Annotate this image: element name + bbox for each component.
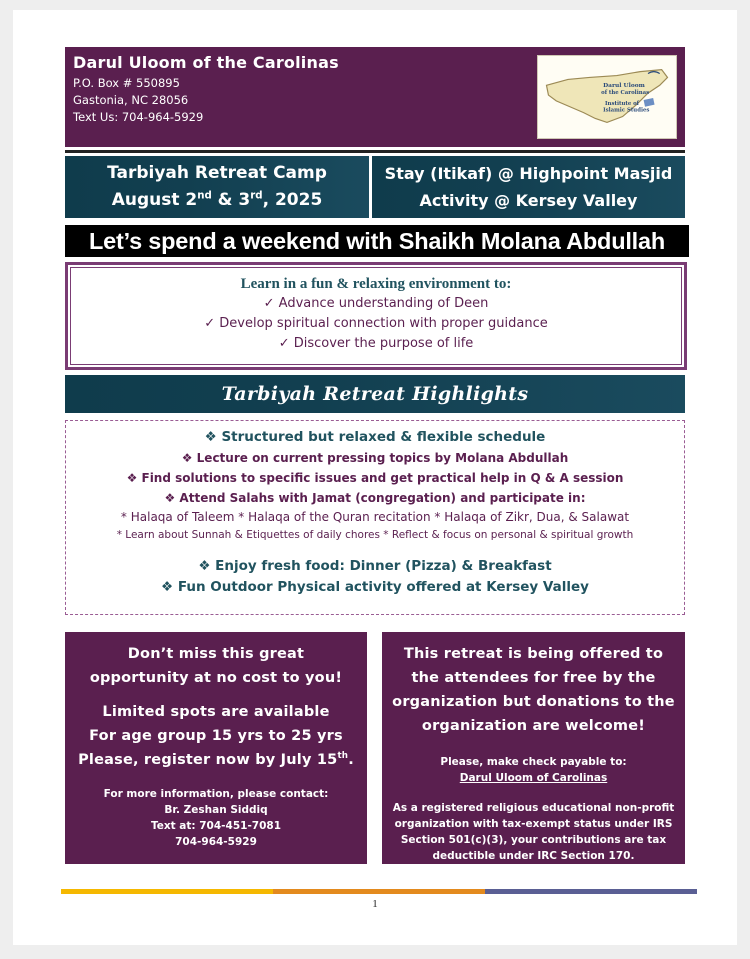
stay-location: Stay (Itikaf) @ Highpoint Masjid <box>384 164 673 183</box>
logo-text-3: Institute of <box>605 100 639 107</box>
learn-title: Learn in a fun & relaxing environment to: <box>240 276 512 292</box>
learn-item: ✓ Advance understanding of Deen <box>263 296 489 311</box>
highlights-box <box>65 420 685 615</box>
donation-line-1: This retreat is being offered to <box>403 646 664 662</box>
learn-item: ✓ Discover the purpose of life <box>278 336 474 351</box>
org-name: Darul Uloom of the Carolinas <box>73 53 339 72</box>
page-number: 1 <box>372 898 378 910</box>
donation-box <box>382 632 685 864</box>
highlight-item: ❖ Lecture on current pressing topics by Molana Abdullah <box>181 451 569 465</box>
contact-text-number: Text at: 704-451-7081 <box>150 820 282 832</box>
activity-location: Activity @ Kersey Valley <box>419 191 638 210</box>
tax-line-4: deductible under IRC Section 170. <box>432 850 635 862</box>
highlight-item: ❖ Structured but relaxed & flexible schedule <box>204 429 546 445</box>
check-intro: Please, make check payable to: <box>440 756 627 768</box>
logo-text-1: Darul Uloom <box>603 83 645 90</box>
header-divider <box>65 150 685 153</box>
address-line-1: P.O. Box # 550895 <box>73 76 180 90</box>
camp-title-box <box>65 156 369 218</box>
text-us-line: Text Us: 704-964-5929 <box>73 110 204 124</box>
donation-line-2: the attendees for free by the <box>411 670 656 686</box>
camp-title: Tarbiyah Retreat Camp <box>107 163 327 183</box>
weekend-banner: Let’s spend a weekend with Shaikh Molana Abdullah <box>65 225 689 257</box>
limited-spots-line: Limited spots are available <box>102 704 330 720</box>
logo-text-2: of the Carolinas <box>601 90 650 97</box>
address-line-2: Gastonia, NC 28056 <box>73 93 189 107</box>
highlights-heading: Tarbiyah Retreat Highlights <box>65 375 685 413</box>
footer-bar-blue <box>485 889 697 894</box>
halaqa-line: * Halaqa of Taleem * Halaqa of the Quran recitation * Halaqa of Zikr, Dua, & Salawat <box>120 510 630 524</box>
tax-line-1: As a registered religious educational non-profit <box>392 802 675 814</box>
contact-phone: 704-964-5929 <box>175 836 257 848</box>
camp-dates: August 2nd & 3rd, 2025 <box>111 190 323 210</box>
organization-logo <box>537 55 677 139</box>
registration-box <box>65 632 367 864</box>
highlight-item: ❖ Find solutions to specific issues and get practical help in Q & A session <box>126 471 624 485</box>
logo-text-4: Islamic Studies <box>603 107 650 114</box>
age-group-line: For age group 15 yrs to 25 yrs <box>89 728 343 744</box>
contact-intro: For more information, please contact: <box>103 788 329 800</box>
donation-line-4: organization are welcome! <box>421 718 646 734</box>
flyer-page <box>13 10 737 945</box>
contact-name: Br. Zeshan Siddiq <box>164 804 268 816</box>
opportunity-line-1: Don’t miss this great <box>127 646 305 662</box>
footer-bar-orange <box>273 889 485 894</box>
donation-line-3: organization but donations to the <box>392 694 675 710</box>
opportunity-line-2: opportunity at no cost to you! <box>89 670 343 686</box>
footer-bar-yellow <box>61 889 273 894</box>
register-line: Please, register now by July 15th. <box>78 751 354 768</box>
highlight-item: ❖ Attend Salahs with Jamat (congregation) and participate in: <box>164 491 586 505</box>
food-item: ❖ Enjoy fresh food: Dinner (Pizza) & Breakfast <box>198 558 552 574</box>
sunnah-line: * Learn about Sunnah & Etiquettes of daily chores * Reflect & focus on personal & spiritual growth <box>116 529 634 541</box>
outdoor-item: ❖ Fun Outdoor Physical activity offered at Kersey Valley <box>161 579 589 595</box>
camp-location-box <box>372 156 685 218</box>
payee-name: Darul Uloom of Carolinas <box>459 772 608 784</box>
header-block <box>65 47 685 147</box>
learn-item: ✓ Develop spiritual connection with proper guidance <box>204 316 548 331</box>
tax-line-2: organization with tax-exempt status under IRS <box>394 818 673 830</box>
learn-box <box>65 262 687 370</box>
tax-line-3: Section 501(c)(3), your contributions are tax <box>400 834 667 846</box>
